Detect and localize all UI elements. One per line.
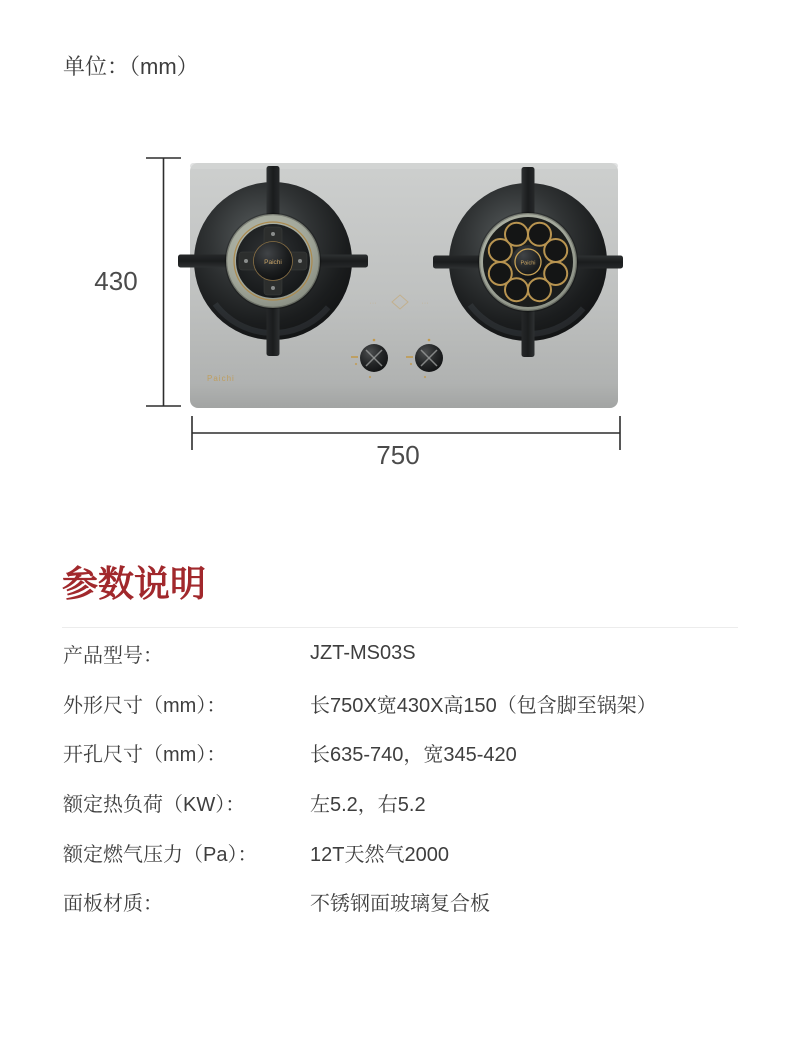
height-dimension-line <box>146 158 181 406</box>
spec-label: 外形尺寸（mm）： <box>63 694 227 717</box>
spec-value: 不锈钢面玻璃复合板 <box>310 893 490 916</box>
spec-value: 长750X宽430X高150（包含脚至锅架） <box>310 694 657 717</box>
spec-value: 12T天然气2000 <box>310 843 449 866</box>
width-dimension-label: 750 <box>376 440 420 470</box>
spec-label: 额定热负荷（KW）： <box>63 794 246 817</box>
spec-label: 面板材质： <box>63 893 163 916</box>
watermark-text-right: ··· <box>421 300 429 307</box>
panel-top-highlight <box>190 163 618 169</box>
spec-row-heat-load <box>63 778 753 828</box>
spec-row-outer-size <box>63 679 753 729</box>
spec-row-panel-material <box>63 877 753 927</box>
left-cap-brand-text: Paichi <box>264 259 282 266</box>
watermark-text-left: ··· <box>369 300 377 307</box>
spec-value: 长635-740，宽345-420 <box>310 744 517 767</box>
right-cap-brand-text: Paichi <box>520 260 536 267</box>
panel-print-text: Paichi <box>207 374 235 383</box>
spec-value: JZT-MS03S <box>310 642 416 665</box>
spec-label: 产品型号： <box>63 645 163 668</box>
spec-row-model <box>63 629 753 679</box>
spec-label: 开孔尺寸（mm）： <box>63 744 227 767</box>
spec-value: 左5.2，右5.2 <box>310 794 426 817</box>
spec-row-gas-pressure <box>63 827 753 877</box>
spec-label: 额定燃气压力（Pa）： <box>63 843 258 866</box>
unit-label: 单位：（mm） <box>63 54 199 79</box>
stove-diagram <box>0 0 790 500</box>
section-divider <box>62 627 738 628</box>
section-title: 参数说明 <box>62 563 207 604</box>
spec-table <box>63 629 753 927</box>
height-dimension-label: 430 <box>94 266 138 296</box>
spec-row-cutout-size <box>63 728 753 778</box>
